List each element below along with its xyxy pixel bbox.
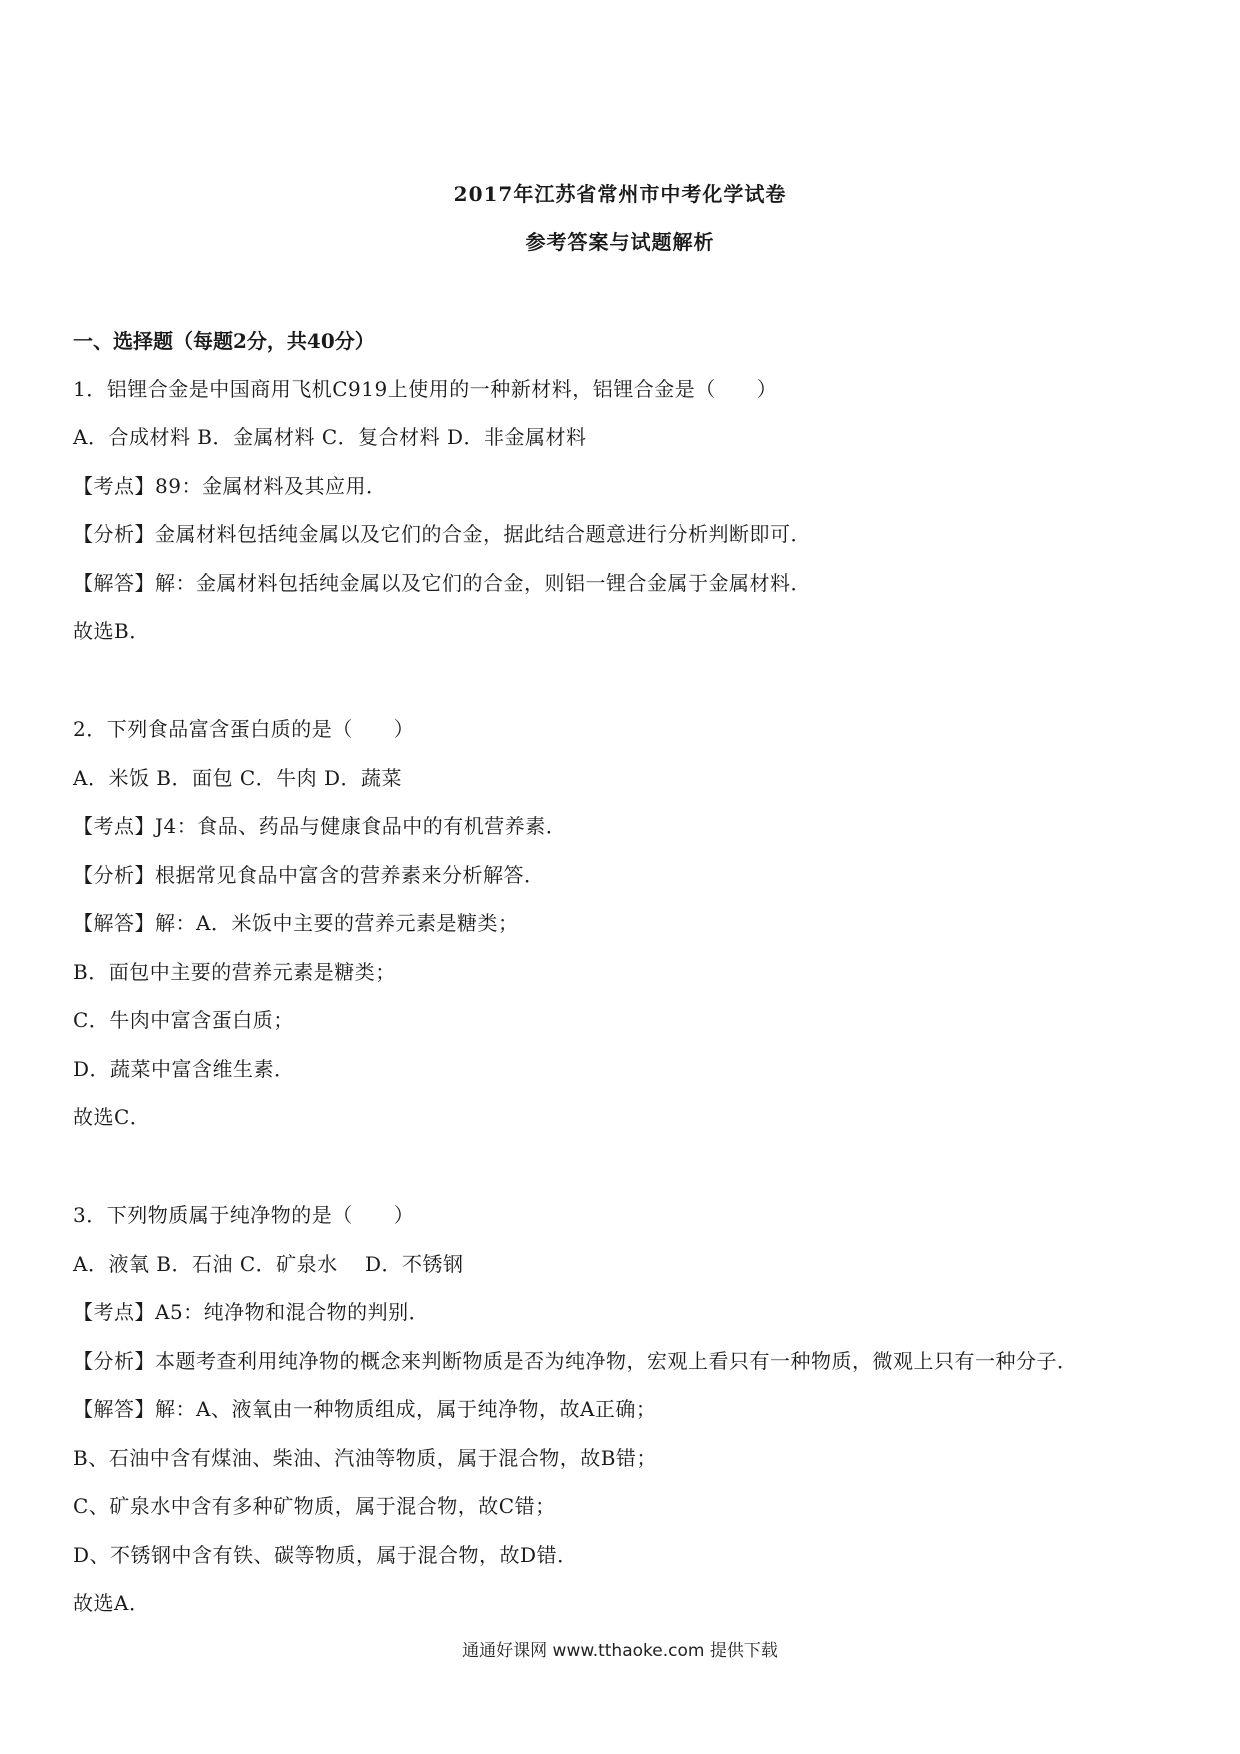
section-heading: 一、选择题（每题2分，共40分） [73,329,375,353]
question-3-kaodian: 【考点】A5：纯净物和混合物的判别． [73,1300,430,1324]
question-3-jieda-line: B、石油中含有煤油、柴油、汽油等物质，属于混合物，故B错； [73,1446,657,1470]
question-2-jieda-line: 【解答】解：A．米饭中主要的营养元素是糖类； [73,911,519,935]
question-1-answer: 故选B． [73,619,150,643]
question-3-fenxi: 【分析】本题考查利用纯净物的概念来判断物质是否为纯净物，宏观上看只有一种物质，微观上只有一种分子． [73,1349,1078,1373]
question-1-fenxi: 【分析】金属材料包括纯金属以及它们的合金，据此结合题意进行分析判断即可． [73,522,811,546]
question-3-jieda-line: C、矿泉水中含有多种矿物质，属于混合物，故C错； [73,1494,556,1518]
question-2-options: A．米饭 B．面包 C．牛肉 D．蔬菜 [73,766,403,790]
question-2-jieda-line: B．面包中主要的营养元素是糖类； [73,960,396,984]
question-3-answer: 故选A． [73,1591,150,1615]
question-3-stem: 3．下列物质属于纯净物的是（ ） [73,1203,415,1227]
question-1-kaodian: 【考点】89：金属材料及其应用． [73,474,387,498]
document-subtitle: 参考答案与试题解析 [525,230,715,254]
document-title: 2017年江苏省常州市中考化学试卷 [453,182,787,206]
question-3-jieda-line: 【解答】解：A、液氧由一种物质组成，属于纯净物，故A正确； [73,1397,657,1421]
question-2-answer: 故选C． [73,1105,151,1129]
question-1-stem: 1．铝锂合金是中国商用飞机C919上使用的一种新材料，铝锂合金是（ ） [73,377,778,401]
question-2-jieda-line: D．蔬菜中富含维生素． [73,1057,295,1081]
question-2-fenxi: 【分析】根据常见食品中富含的营养素来分析解答． [73,863,545,887]
question-2-jieda-line: C．牛肉中富含蛋白质； [73,1008,294,1032]
question-1-options: A．合成材料 B．金属材料 C．复合材料 D．非金属材料 [73,425,587,449]
question-1-jieda-line: 【解答】解：金属材料包括纯金属以及它们的合金，则铝一锂合金属于金属材料． [73,571,811,595]
question-3-jieda-line: D、不锈钢中含有铁、碳等物质，属于混合物，故D错． [73,1543,578,1567]
question-2-stem: 2．下列食品富含蛋白质的是（ ） [73,717,415,741]
question-2-kaodian: 【考点】J4：食品、药品与健康食品中的有机营养素． [73,814,567,838]
question-3-options: A．液氧 B．石油 C．矿泉水 D．不锈钢 [73,1252,464,1276]
page-footer: 通通好课网 www.tthaoke.com 提供下载 [462,1641,778,1661]
